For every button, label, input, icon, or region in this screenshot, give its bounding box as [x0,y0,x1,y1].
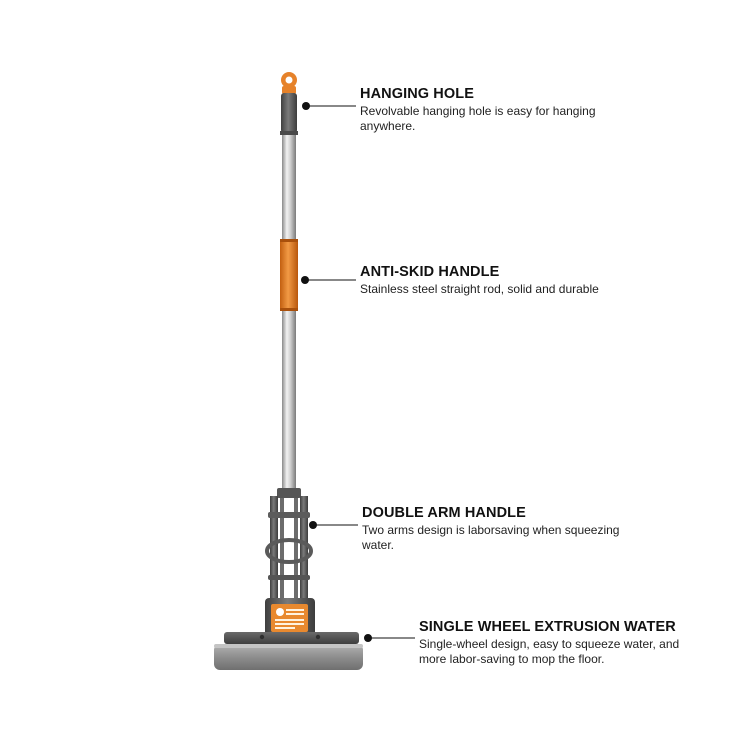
callout-marker-wheel [364,634,415,642]
callout-description: Single-wheel design, easy to squeeze water, and more labor-saving to mop the floor. [419,637,680,666]
sponge-roller [214,644,363,670]
callout-anti-skid-handle [360,264,620,297]
wringer-bar [224,632,359,644]
double-arm-handle [267,488,311,600]
callout-single-wheel-extrusion [419,619,709,667]
callout-marker-double [309,521,358,529]
steel-pole-lower [282,311,296,491]
callout-title: HANGING HOLE [360,86,474,102]
callout-title: ANTI-SKID HANDLE [360,264,500,280]
callout-title: SINGLE WHEEL EXTRUSION WATER [419,619,676,635]
callout-marker-hanging [302,102,356,110]
callout-double-arm-handle [362,505,632,553]
callout-description: Revolvable hanging hole is easy for hanging anywhere. [360,104,596,133]
callout-title: DOUBLE ARM HANDLE [362,505,526,521]
callout-description: Two arms design is laborsaving when squeezing water. [362,523,620,552]
steel-pole-upper [282,135,296,240]
anti-skid-grip [280,239,298,311]
callout-marker-antiskid [301,276,356,284]
hanging-hole-cap [280,72,298,135]
callout-description: Stainless steel straight rod, solid and durable [360,282,599,296]
callout-hanging-hole [360,86,610,134]
